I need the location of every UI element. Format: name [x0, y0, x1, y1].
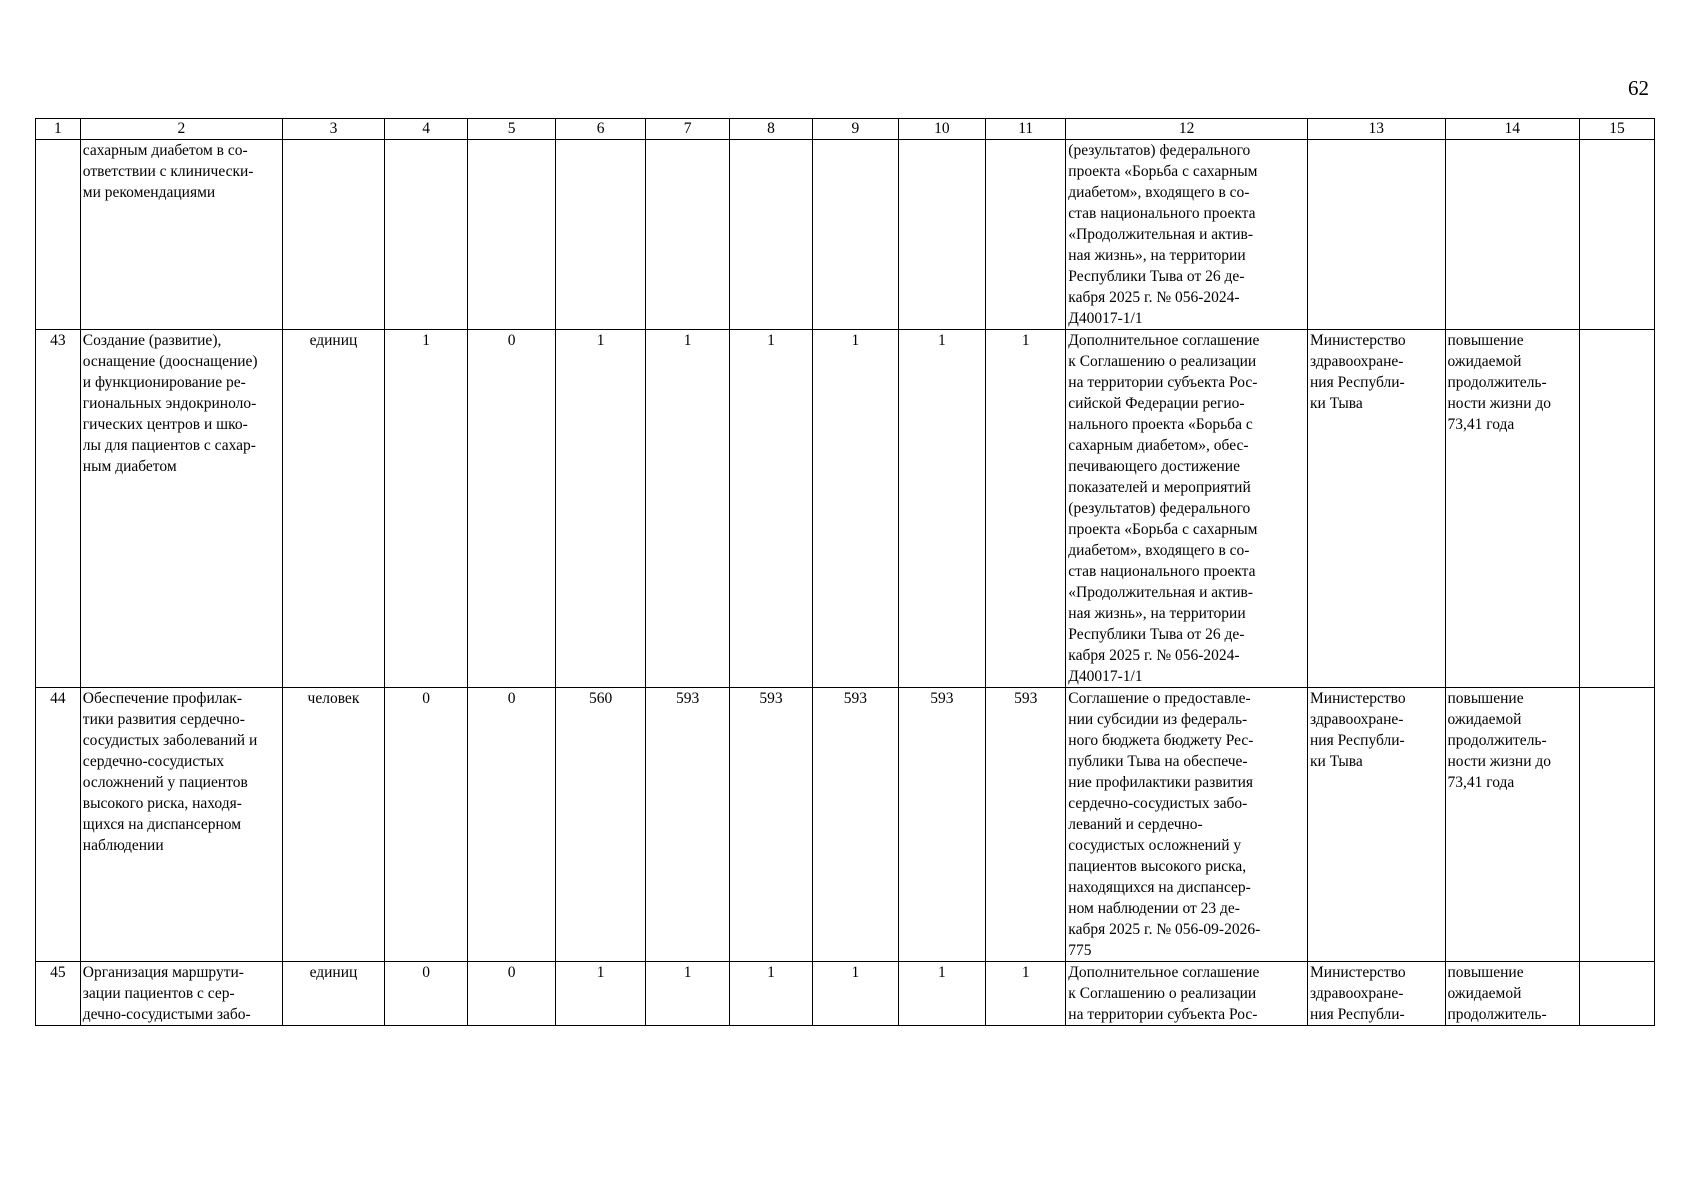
value-col-15	[1579, 962, 1654, 1026]
value-col-10: 1	[898, 330, 986, 688]
responsible-body: Министерство здравоохране- ния Республи-	[1308, 962, 1446, 1026]
value-col-4: 1	[385, 330, 468, 688]
value-col-6: 1	[555, 962, 646, 1026]
agreement-document: Дополнительное соглашение к Соглашению о реализации на территории субъекта Рос-	[1066, 962, 1308, 1026]
value-col-10: 1	[898, 962, 986, 1026]
row-number: 43	[36, 330, 81, 688]
measure-name: Создание (развитие), оснащение (дооснащение) и функционирование ре- гиональных эндокриноло- гических центров и шко- лы для пациентов с сахар- ным диабетом	[80, 330, 282, 688]
header-cell-15: 15	[1579, 119, 1654, 140]
header-cell-6: 6	[555, 119, 646, 140]
header-cell-3: 3	[282, 119, 384, 140]
row-number: 45	[36, 962, 81, 1026]
unit: единиц	[282, 330, 384, 688]
measure-name: Обеспечение профилак- тики развития сердечно- сосудистых заболеваний и сердечно-сосудистых осложнений у пациентов высокого риска, находя- щихся на диспансерном наблюдении	[80, 688, 282, 962]
table-row	[36, 140, 1655, 330]
header-cell-8: 8	[729, 119, 812, 140]
value-col-8: 1	[729, 330, 812, 688]
header-cell-11: 11	[986, 119, 1066, 140]
header-cell-1: 1	[36, 119, 81, 140]
responsible-body: Министерство здравоохране- ния Республи- ки Тыва	[1308, 330, 1446, 688]
header-row	[36, 119, 1655, 140]
measures-table	[35, 118, 1655, 1026]
row-number: 44	[36, 688, 81, 962]
header-cell-12: 12	[1066, 119, 1308, 140]
value-col-9: 1	[813, 962, 898, 1026]
header-cell-2: 2	[80, 119, 282, 140]
table-header	[36, 119, 1655, 140]
value-col-7: 593	[646, 688, 729, 962]
header-cell-9: 9	[813, 119, 898, 140]
value-col-4: 0	[385, 962, 468, 1026]
value-col-9	[813, 140, 898, 330]
value-col-11	[986, 140, 1066, 330]
agreement-document: Дополнительное соглашение к Соглашению о реализации на территории субъекта Рос- сийской Федерации регио- нального проекта «Борьба с сахарным диабетом», обес- печивающего достижение показателей и мероприятий (результатов) федерального проекта «Борьба с сахарным диабетом», входящего в со- став национального проекта «Продолжительная и актив- ная жизнь», на территории Республики Тыва от 26 де- кабря 2025 г. № 056-2024- Д40017-1/1	[1066, 330, 1308, 688]
table-row	[36, 962, 1655, 1026]
value-col-6: 1	[555, 330, 646, 688]
header-cell-5: 5	[468, 119, 556, 140]
value-col-9: 1	[813, 330, 898, 688]
header-cell-13: 13	[1308, 119, 1446, 140]
value-col-15	[1579, 140, 1654, 330]
value-col-7	[646, 140, 729, 330]
value-col-5	[468, 140, 556, 330]
value-col-7: 1	[646, 962, 729, 1026]
value-col-8	[729, 140, 812, 330]
value-col-10: 593	[898, 688, 986, 962]
responsible-body: Министерство здравоохране- ния Республи- ки Тыва	[1308, 688, 1446, 962]
header-cell-4: 4	[385, 119, 468, 140]
value-col-11: 593	[986, 688, 1066, 962]
header-cell-10: 10	[898, 119, 986, 140]
expected-result: повышение ожидаемой продолжитель- ности жизни до 73,41 года	[1445, 688, 1579, 962]
value-col-15	[1579, 330, 1654, 688]
unit: человек	[282, 688, 384, 962]
value-col-4: 0	[385, 688, 468, 962]
value-col-6	[555, 140, 646, 330]
page-number: 62	[1628, 76, 1649, 100]
agreement-document: Соглашение о предоставле- нии субсидии из федераль- ного бюджета бюджету Рес- публики Тыва на обеспече- ние профилактики развития сердечно-сосудистых забо- леваний и сердечно- сосудистых осложнений у пациентов высокого риска, находящихся на диспансер- ном наблюдении от 23 де- кабря 2025 г. № 056-09-2026- 775	[1066, 688, 1308, 962]
row-number	[36, 140, 81, 330]
measure-name: сахарным диабетом в со- ответствии с клинически- ми рекомендациями	[80, 140, 282, 330]
value-col-6: 560	[555, 688, 646, 962]
expected-result	[1445, 140, 1579, 330]
value-col-5: 0	[468, 688, 556, 962]
value-col-9: 593	[813, 688, 898, 962]
value-col-7: 1	[646, 330, 729, 688]
value-col-8: 1	[729, 962, 812, 1026]
value-col-5: 0	[468, 962, 556, 1026]
value-col-5: 0	[468, 330, 556, 688]
unit: единиц	[282, 962, 384, 1026]
table-row	[36, 688, 1655, 962]
header-cell-7: 7	[646, 119, 729, 140]
value-col-11: 1	[986, 330, 1066, 688]
agreement-document: (результатов) федерального проекта «Борьба с сахарным диабетом», входящего в со- став национального проекта «Продолжительная и актив- ная жизнь», на территории Республики Тыва от 26 де- кабря 2025 г. № 056-2024- Д40017-1/1	[1066, 140, 1308, 330]
responsible-body	[1308, 140, 1446, 330]
value-col-15	[1579, 688, 1654, 962]
value-col-10	[898, 140, 986, 330]
value-col-8: 593	[729, 688, 812, 962]
table-row	[36, 330, 1655, 688]
table-body	[36, 140, 1655, 1026]
expected-result: повышение ожидаемой продолжитель-	[1445, 962, 1579, 1026]
expected-result: повышение ожидаемой продолжитель- ности жизни до 73,41 года	[1445, 330, 1579, 688]
measure-name: Организация маршрути- зации пациентов с сер- дечно-сосудистыми забо-	[80, 962, 282, 1026]
unit	[282, 140, 384, 330]
header-cell-14: 14	[1445, 119, 1579, 140]
value-col-11: 1	[986, 962, 1066, 1026]
value-col-4	[385, 140, 468, 330]
